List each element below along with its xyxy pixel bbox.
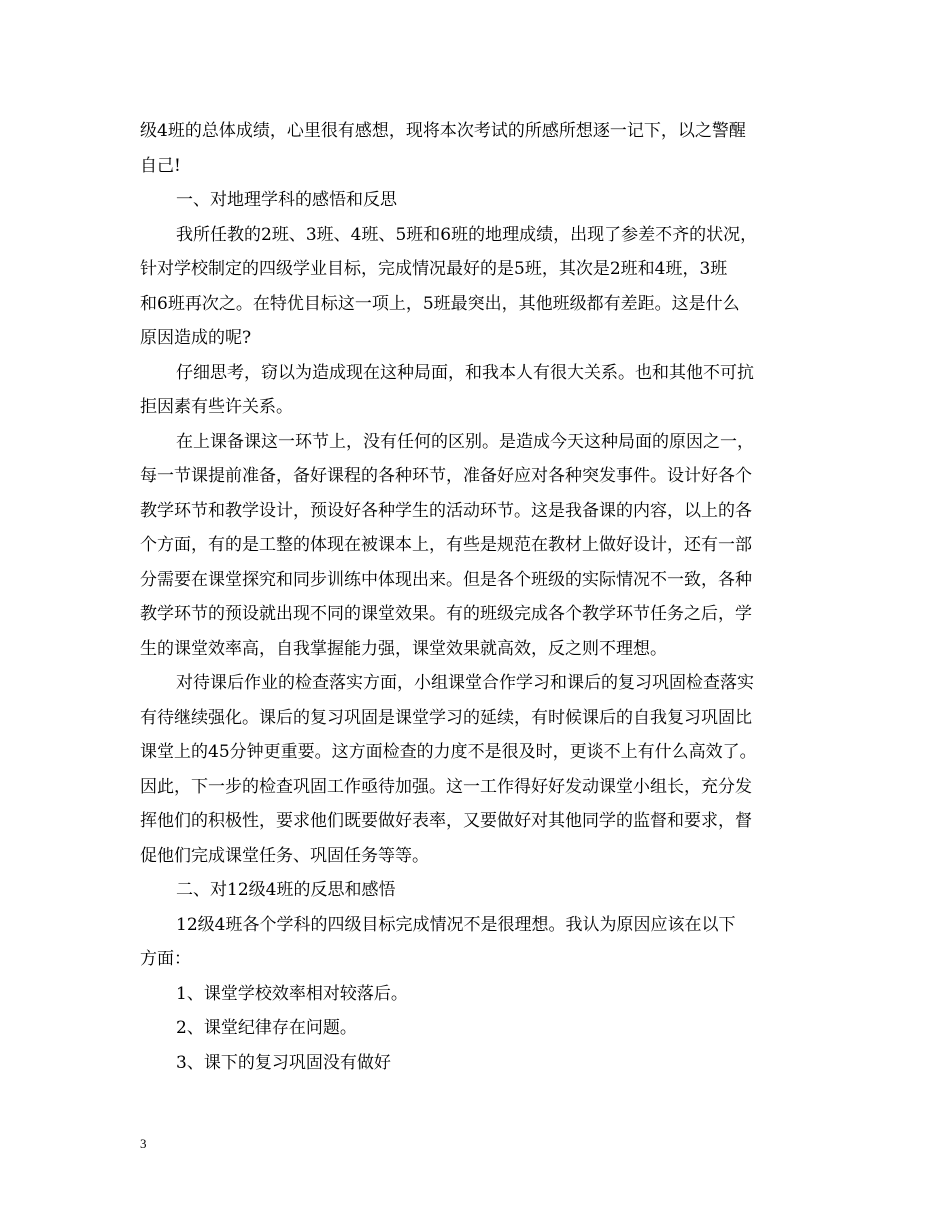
text-line: 在上课备课这一环节上，没有任何的区别。是造成今天这种局面的原因之一， [176,431,754,452]
text-line: 课堂上的45分钟更重要。这方面检查的力度不是很及时，更谈不上有什么高效了。 [140,742,757,762]
text-line: 个方面，有的是工整的体现在被课本上，有些是规范在教材上做好设计，还有一部 [140,535,752,555]
text-line: 方面： [140,949,191,969]
text-line: 针对学校制定的四级学业目标，完成情况最好的是5班，其次是2班和4班，3班 [140,259,728,279]
text-line: 原因造成的呢? [140,328,252,348]
text-line: 一、对地理学科的感悟和反思 [176,190,397,210]
text-line: 我所任教的2班、3班、4班、5班和6班的地理成绩，出现了参差不齐的状况， [176,224,758,245]
text-line: 3、课下的复习巩固没有做好 [176,1052,391,1073]
text-line: 挥他们的积极性，要求他们既要做好表率，又要做好对其他同学的监督和要求，督 [140,811,752,831]
text-line: 促他们完成课堂任务、巩固任务等等。 [140,845,429,866]
text-line: 拒因素有些许关系。 [140,397,293,417]
text-line: 分需要在课堂探究和同步训练中体现出来。但是各个班级的实际情况不一致，各种 [140,569,752,590]
text-line: 每一节课提前准备，备好课程的各种环节，准备好应对各种突发事件。设计好各个 [140,466,752,486]
text-line: 级4班的总体成绩，心里很有感想，现将本次考试的所感所想逐一记下，以之警醒 [140,121,746,141]
text-line: 有待继续强化。课后的复习巩固是课堂学习的延续，有时候课后的自我复习巩固比 [140,707,752,728]
text-line: 2、课堂纪律存在问题。 [176,1018,357,1038]
text-line: 教学环节的预设就出现不同的课堂效果。有的班级完成各个教学环节任务之后，学 [140,604,752,624]
text-line: 仔细思考，窃以为造成现在这种局面，和我本人有很大关系。也和其他不可抗 [176,362,754,383]
body-text [140,114,810,1080]
text-line: 和6班再次之。在特优目标这一项上，5班最突出，其他班级都有差距。这是什么 [140,293,740,314]
text-line: 因此，下一步的检查巩固工作亟待加强。这一工作得好好发动课堂小组长，充分发 [140,776,752,797]
text-line: 12级4班各个学科的四级目标完成情况不是很理想。我认为原因应该在以下 [176,914,736,935]
text-line: 对待课后作业的检查落实方面，小组课堂合作学习和课后的复习巩固检查落实 [176,673,754,693]
text-line: 生的课堂效率高，自我掌握能力强，课堂效果就高效，反之则不理想。 [140,638,667,659]
text-line: 自己! [140,155,181,176]
page-number: 3 [140,1136,147,1151]
text-line: 教学环节和教学设计，预设好各种学生的活动环节。这是我备课的内容，以上的各 [140,500,752,521]
text-line: 1、课堂学校效率相对较落后。 [176,983,408,1004]
text-line: 二、对12级4班的反思和感悟 [176,880,396,900]
